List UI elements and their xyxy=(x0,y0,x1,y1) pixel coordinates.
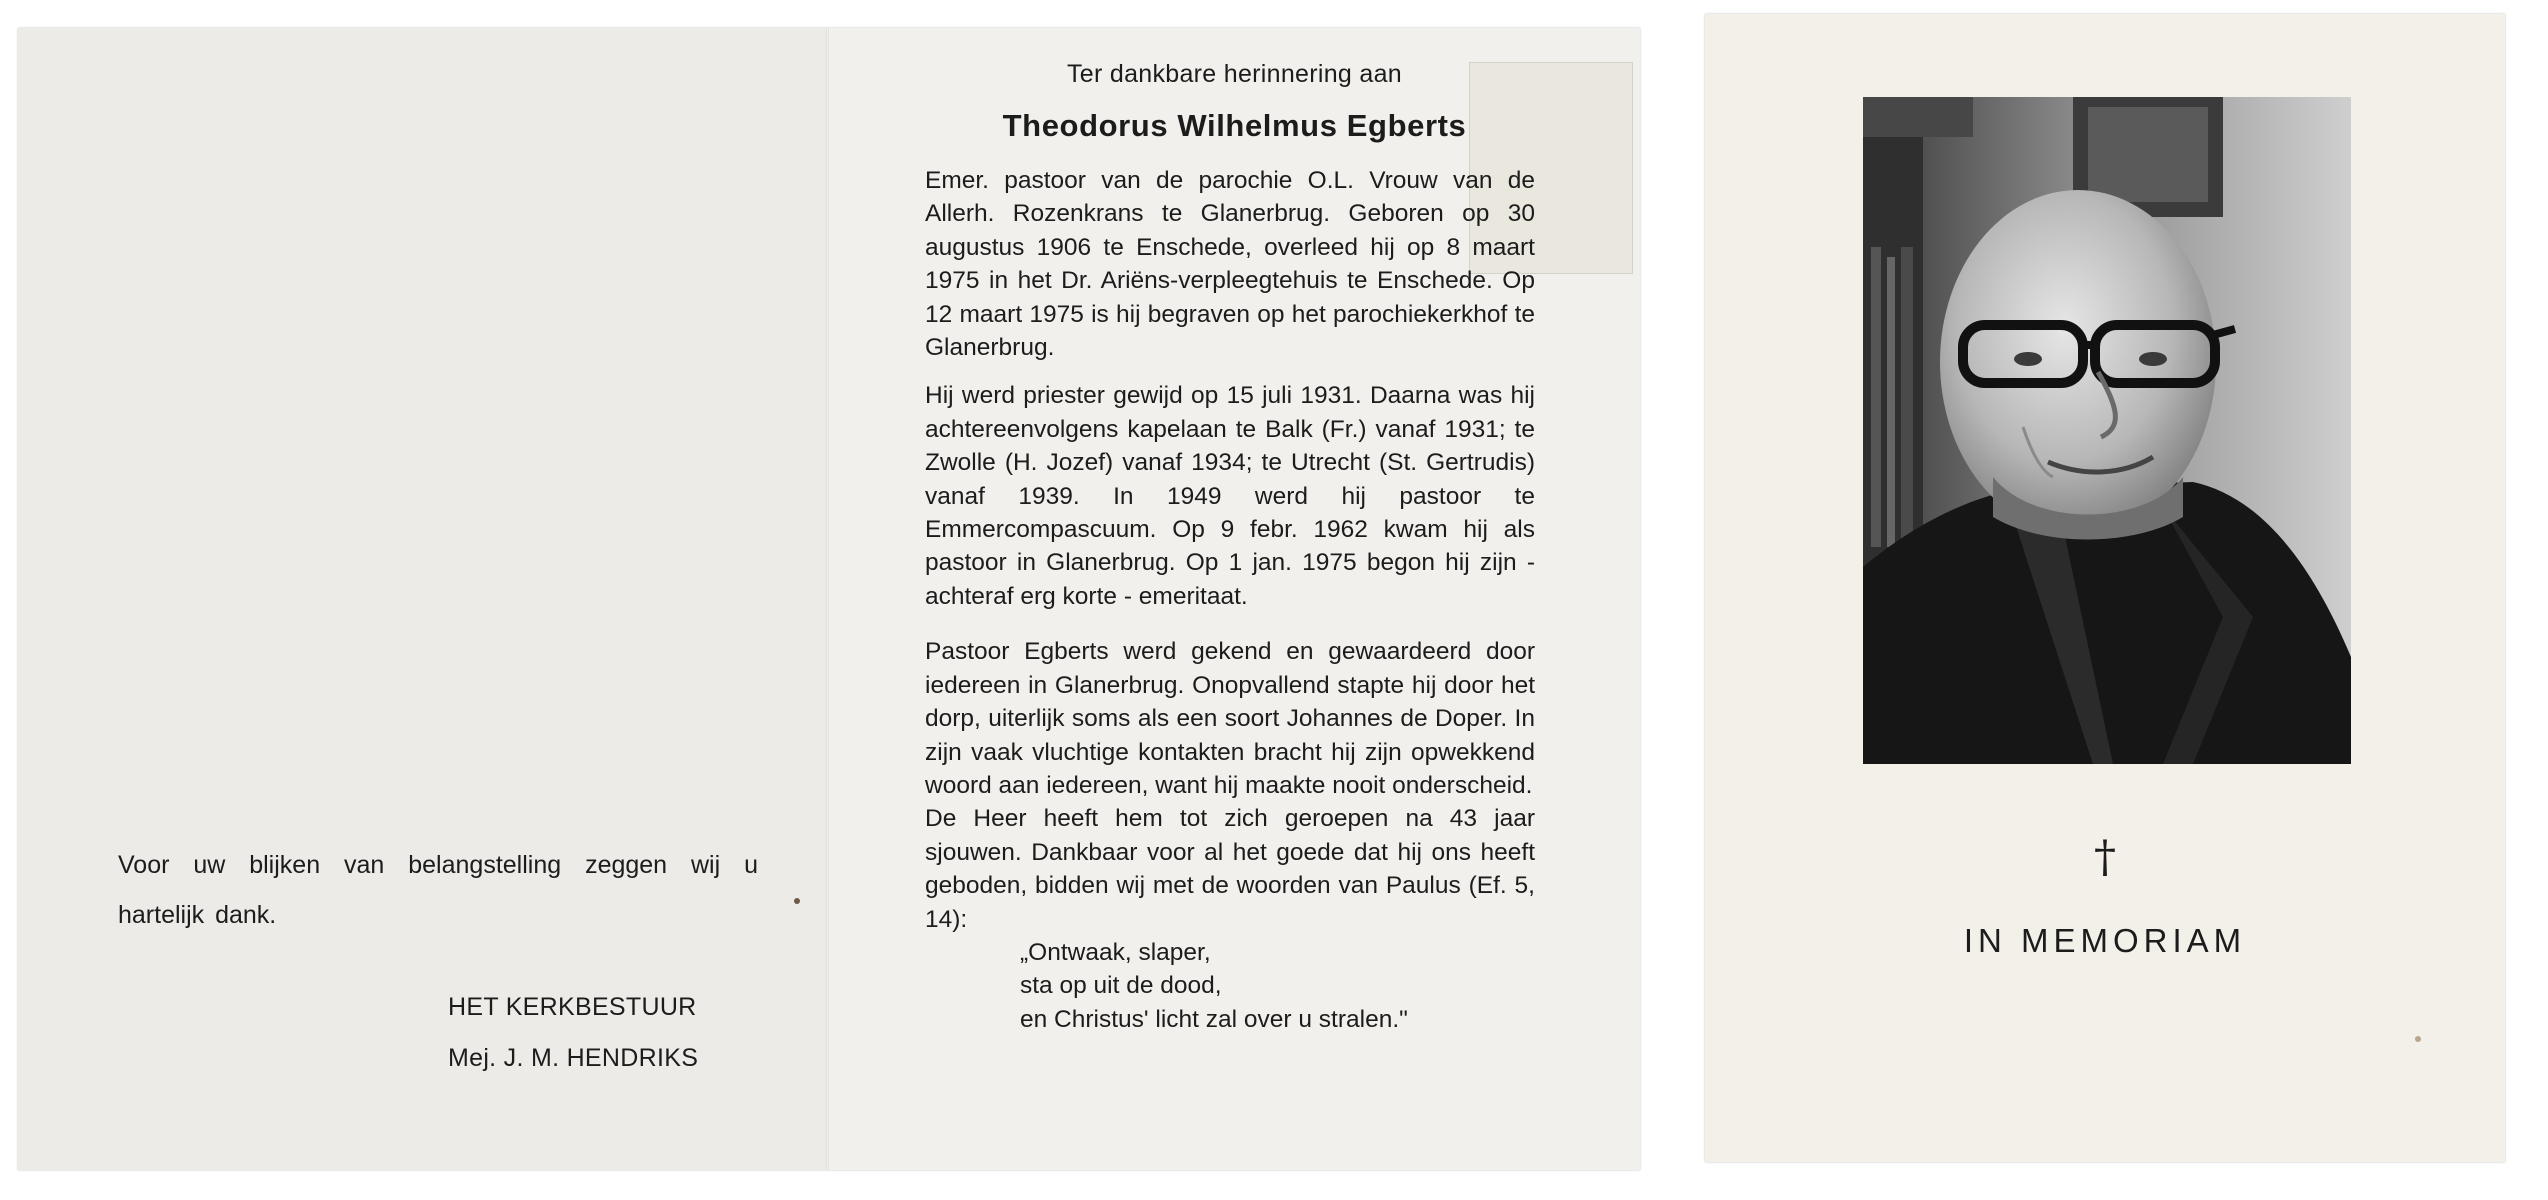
biography-paragraph-4: De Heer heeft hem tot zich geroepen na 43 jaar sjouwen. Dankbaar voor al het goede dat hij ons heeft geboden, bidden wij met de woorden van Paulus (Ef. 5, 14): xyxy=(925,805,1535,933)
ink-speck xyxy=(2415,1036,2421,1042)
memorial-card-folded xyxy=(18,28,1640,1170)
verse-line: en Christus' licht zal over u stralen." xyxy=(1020,1005,1408,1033)
biography-paragraph-2: Hij werd priester gewijd op 15 juli 1931. Daarna was hij achtereenvolgens kapelaan te Balk (Fr.) vanaf 1931; te Zwolle (H. Jozef) vanaf 1934; te Utrecht (St. Gertrudis) vanaf 1939. In 1949 werd hij pastoor te Emmercompascuum. Op 9 febr. 1962 kwam hij als pastoor in Glanerbrug. Op 1 jan. 1975 begon hij zijn - achteraf erg korte - emeritaat. xyxy=(925,382,1535,610)
middle-panel xyxy=(829,28,1640,1170)
signature-block xyxy=(448,982,698,1084)
thanks-text: Voor uw blijken van belangstelling zeggen wij u hartelijk dank. xyxy=(118,851,758,929)
ink-speck xyxy=(794,898,800,904)
biography-paragraph-1: Emer. pastoor van de parochie O.L. Vrouw van de Allerh. Rozenkrans te Glanerbrug. Geboren op 30 augustus 1906 te Enschede, overleed hij op 8 maart 1975 in het Dr. Ariëns-verpleegtehuis te Enschede. Op 12 maart 1975 is hij begraven op het parochiekerkhof te Glanerbrug. xyxy=(925,167,1535,362)
in-memoriam-title: IN MEMORIAM xyxy=(1963,922,2247,959)
left-panel xyxy=(18,28,826,1170)
verse-line: „Ontwaak, slaper, xyxy=(1020,938,1211,966)
cross-symbol: † xyxy=(2094,832,2116,883)
signature-church-board: HET KERKBESTUUR xyxy=(448,993,697,1021)
biography xyxy=(925,164,1535,1036)
portrait-photo xyxy=(1863,97,2351,764)
memorial-card-front xyxy=(1705,14,2505,1162)
deceased-name: Theodorus Wilhelmus Egberts xyxy=(1002,108,1467,143)
intro-line: Ter dankbare herinnering aan xyxy=(1066,60,1402,88)
scripture-verse xyxy=(925,936,1535,1036)
signature-name: Mej. J. M. HENDRIKS xyxy=(448,1044,699,1072)
verse-line: sta op uit de dood, xyxy=(1020,972,1222,1000)
biography-paragraph-3: Pastoor Egberts werd gekend en gewaardeerd door iedereen in Glanerbrug. Onopvallend stapte hij door het dorp, uiterlijk soms als een soort Johannes de Doper. In zijn vaak vluchtige kontakten bracht hij zijn opwekkend woord aan iedereen, want hij maakte nooit onderscheid. xyxy=(925,638,1535,799)
